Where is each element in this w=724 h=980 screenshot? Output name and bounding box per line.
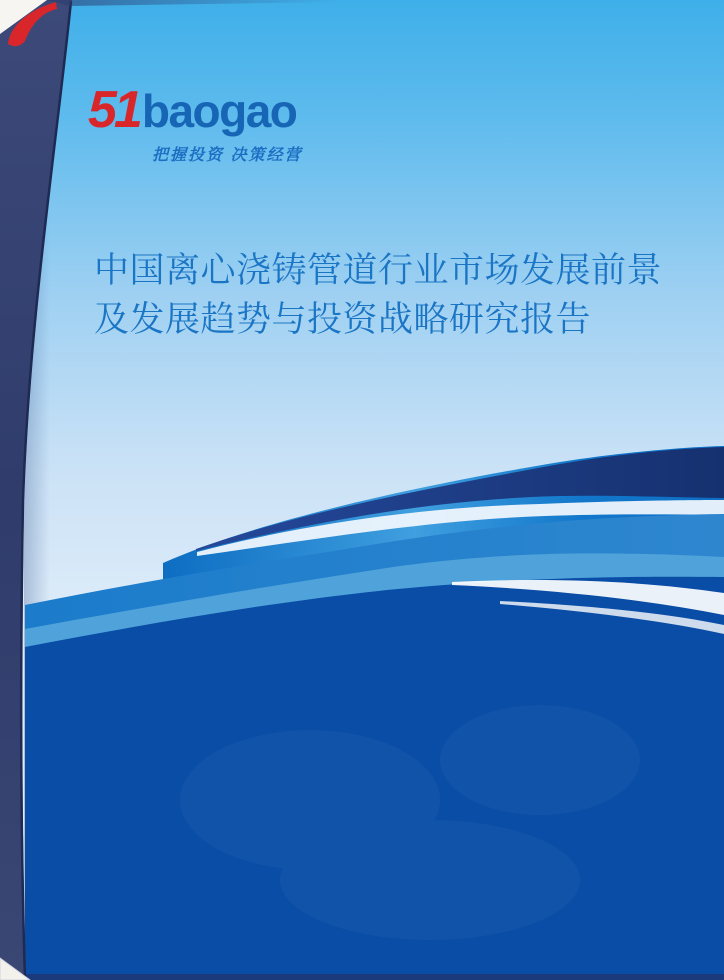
- logo-number: 51: [88, 81, 140, 139]
- bottom-edge-strip: [24, 974, 724, 980]
- logo-word: baogao: [141, 85, 297, 137]
- report-title-line1: 中国离心浇铸管道行业市场发展前景: [94, 251, 663, 290]
- brand-tagline: 把握投资 决策经营: [152, 147, 303, 164]
- report-title-line2: 及发展趋势与投资战略研究报告: [94, 300, 592, 339]
- brand-logo: [88, 81, 297, 139]
- logo-swoosh-icon: [0, 0, 58, 50]
- report-title: [94, 246, 662, 344]
